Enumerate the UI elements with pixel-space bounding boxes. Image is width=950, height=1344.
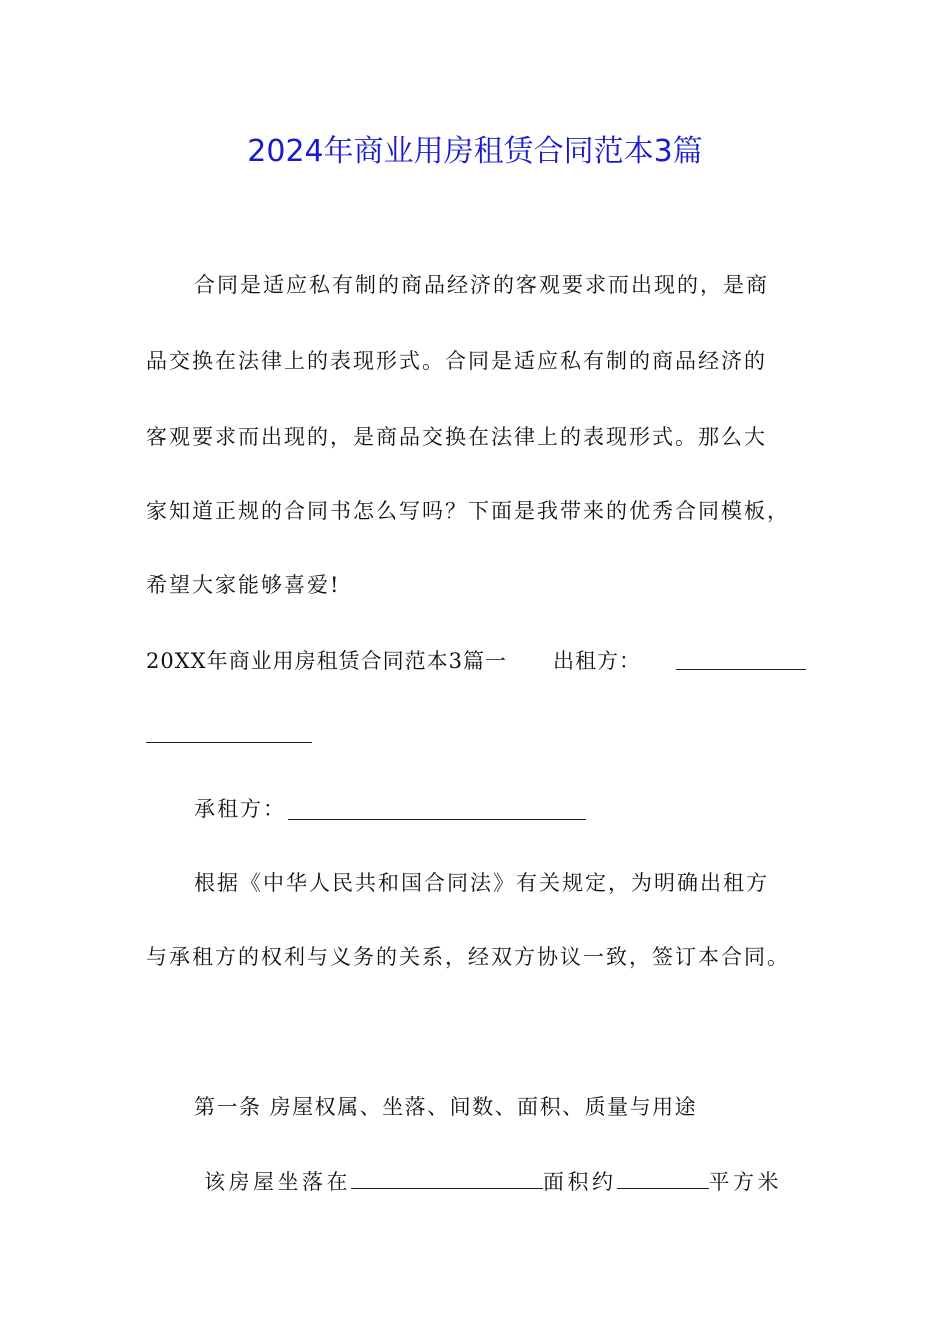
basis-line: 根据《中华人民共和国合同法》有关规定，为明确出租方: [194, 871, 769, 895]
basis-line: 与承租方的权利与义务的关系，经双方协议一致，签订本合同。: [146, 945, 790, 969]
document-title: 2024年商业用房租赁合同范本3篇: [247, 134, 703, 169]
intro-line: 希望大家能够喜爱!: [146, 573, 341, 597]
intro-line: 品交换在法律上的表现形式。合同是适应私有制的商品经济的: [146, 349, 767, 373]
location-prefix: 该房屋坐落在: [204, 1170, 351, 1194]
intro-line: 合同是适应私有制的商品经济的客观要求而出现的，是商: [194, 273, 769, 297]
location-blank[interactable]: [351, 1166, 543, 1189]
lessee-blank[interactable]: [288, 818, 586, 820]
lessor-blank[interactable]: [676, 668, 806, 670]
intro-line: 客观要求而出现的，是商品交换在法律上的表现形式。那么大: [146, 425, 767, 449]
section-heading: 20XX年商业用房租赁合同范本3篇一: [146, 649, 507, 673]
area-label: 面积约: [543, 1170, 617, 1194]
section-heading-row: [146, 646, 641, 676]
area-unit: 平方米: [708, 1170, 782, 1194]
area-blank[interactable]: [617, 1166, 709, 1189]
location-row: [204, 1166, 782, 1197]
article1-heading: 第一条 房屋权属、坐落、间数、面积、质量与用途: [194, 1095, 698, 1119]
lessee-label: 承租方：: [194, 797, 286, 821]
intro-line: 家知道正规的合同书怎么写吗？下面是我带来的优秀合同模板，: [146, 499, 790, 523]
lessor-label: 出租方：: [552, 649, 641, 673]
lessor-blank-continued[interactable]: [146, 741, 312, 743]
